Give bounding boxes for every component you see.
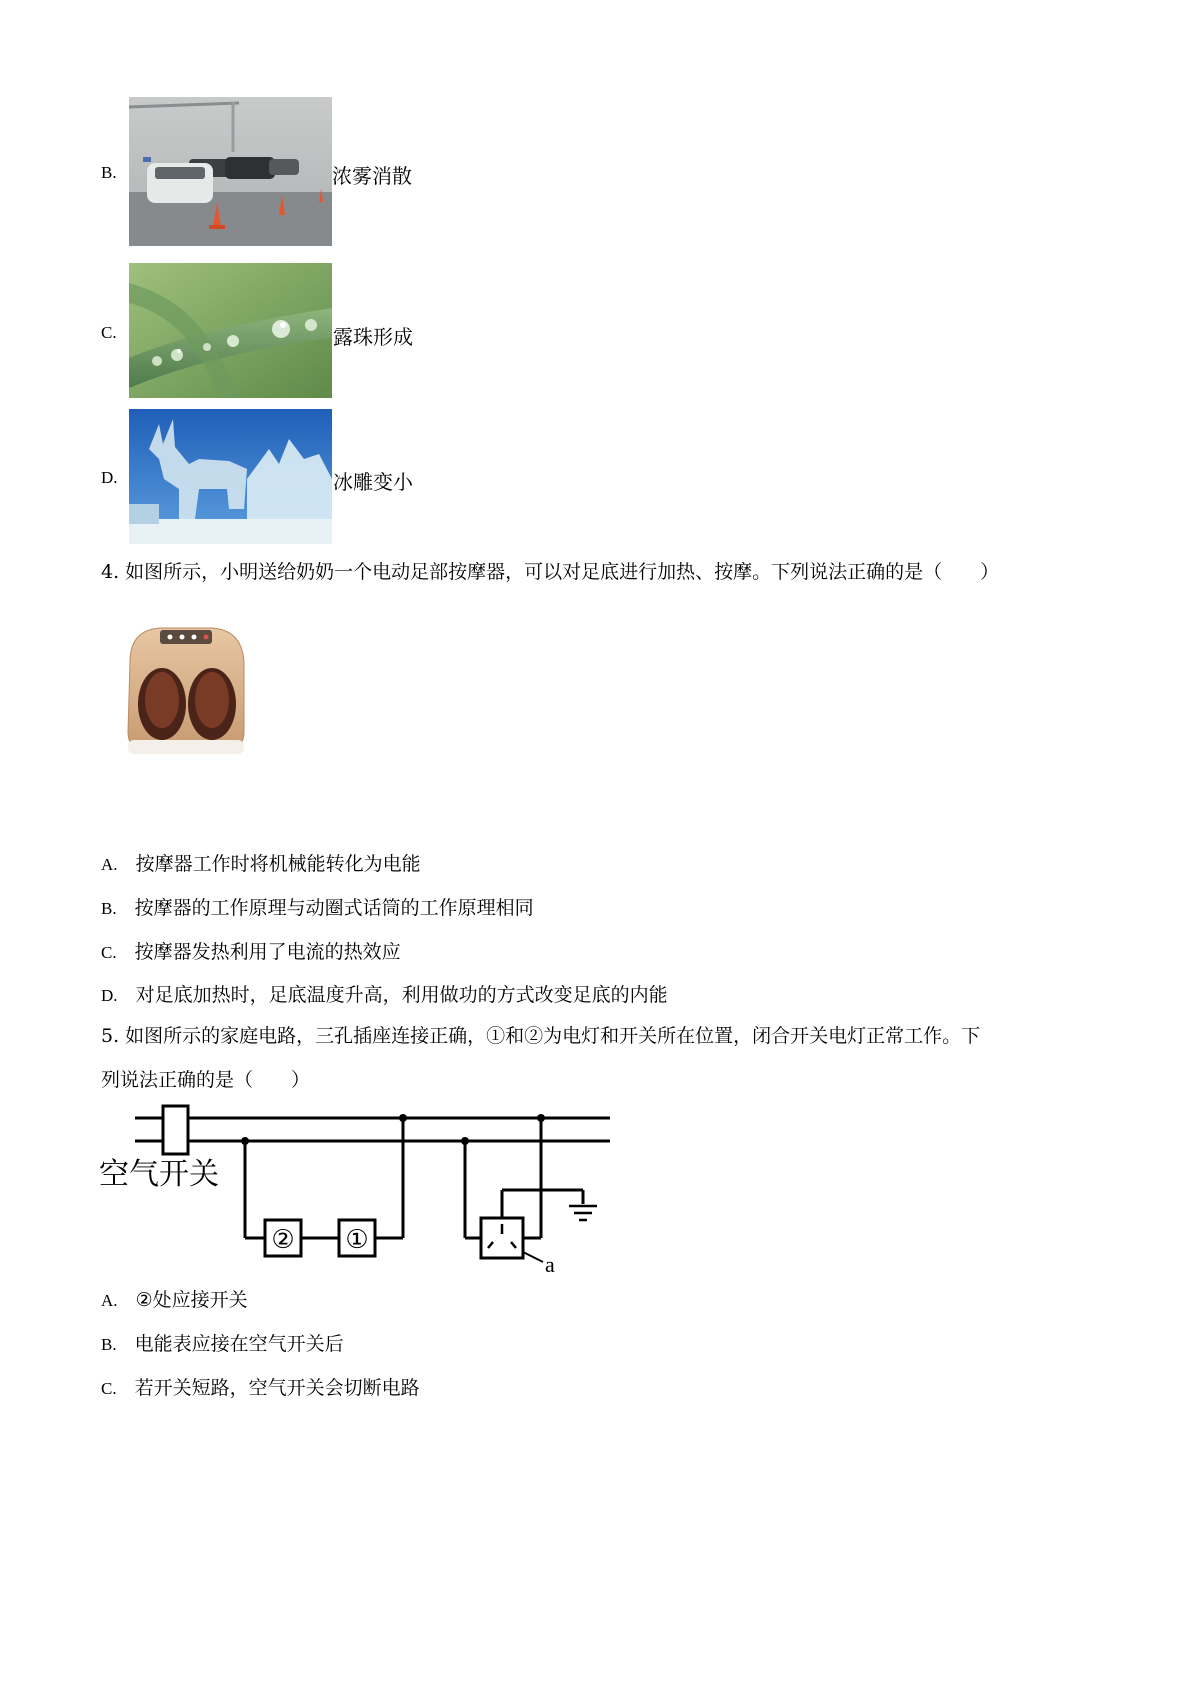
question-5-stem-line2: 列说法正确的是（ ） <box>101 1069 311 1091</box>
foot-massager-photo <box>120 622 250 762</box>
option-letter: C. <box>101 1379 117 1398</box>
option-letter: C. <box>101 943 117 962</box>
air-switch-box <box>163 1106 188 1154</box>
option-letter: D. <box>101 468 118 487</box>
question-4-option-d <box>101 980 668 1007</box>
question-5-option-a <box>101 1285 248 1312</box>
option-caption: 浓雾消散 <box>332 164 412 188</box>
fog-highway-photo <box>129 97 332 246</box>
option-letter: B. <box>101 1335 117 1354</box>
option-text: 按摩器发热利用了电流的热效应 <box>134 941 401 963</box>
question-4-option-b <box>101 893 534 920</box>
household-circuit-diagram <box>95 1100 625 1280</box>
option-text: 电能表应接在空气开关后 <box>134 1333 344 1355</box>
question-5-option-c <box>101 1373 420 1400</box>
question-4-stem: 4. 如图所示，小明送给奶奶一个电动足部按摩器，可以对足底进行加热、按摩。下列说法正确的是（ ） <box>101 561 1000 583</box>
option-text: 按摩器工作时将机械能转化为电能 <box>135 853 421 875</box>
option-caption: 冰雕变小 <box>333 470 413 494</box>
position-2-label: ② <box>271 1225 295 1255</box>
question-4-option-c <box>101 937 401 964</box>
socket-a-label: a <box>545 1252 555 1277</box>
ground-symbol <box>569 1206 597 1220</box>
position-1-label: ① <box>345 1225 369 1255</box>
option-letter: B. <box>101 163 117 182</box>
question-4-option-a <box>101 849 421 876</box>
option-letter: D. <box>101 986 118 1005</box>
option-text: 按摩器的工作原理与动圈式话筒的工作原理相同 <box>134 897 534 919</box>
air-switch-label: 空气开关 <box>99 1157 219 1192</box>
option-letter: A. <box>101 855 118 874</box>
option-caption: 露珠形成 <box>333 325 413 349</box>
question-5-stem-line1: 5. 如图所示的家庭电路，三孔插座连接正确，①和②为电灯和开关所在位置，闭合开关电灯正常工作。下 <box>101 1025 981 1047</box>
question-5-option-b <box>101 1329 344 1356</box>
option-text: 若开关短路，空气开关会切断电路 <box>134 1377 420 1399</box>
option-letter: B. <box>101 899 117 918</box>
option-text: 对足底加热时，足底温度升高，利用做功的方式改变足底的内能 <box>135 984 668 1006</box>
dew-on-leaf-photo <box>129 263 332 398</box>
option-text: ②处应接开关 <box>135 1289 248 1311</box>
option-letter: A. <box>101 1291 118 1310</box>
circuit-svg <box>95 1100 625 1280</box>
ice-sculpture-photo <box>129 409 332 544</box>
option-letter: C. <box>101 323 117 342</box>
